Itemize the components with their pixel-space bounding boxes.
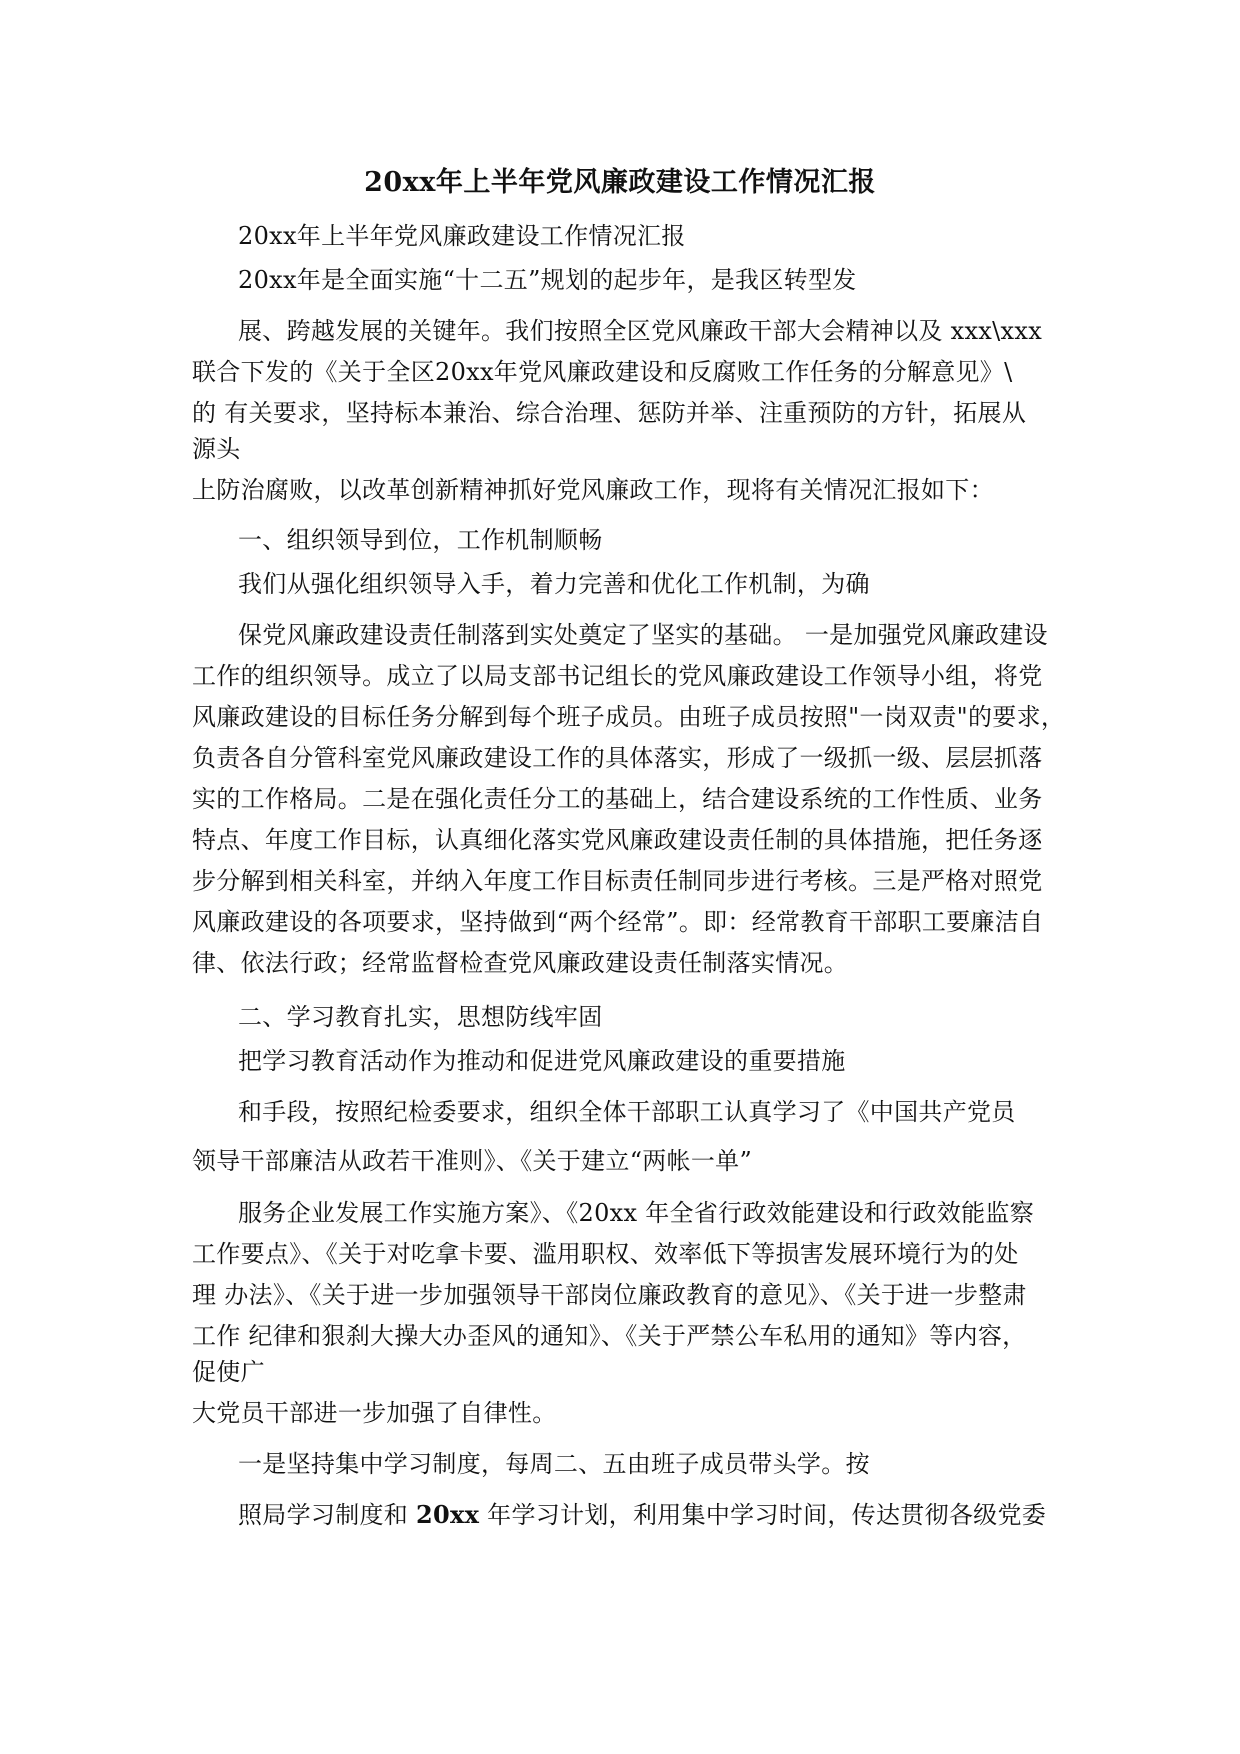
paragraph-line: 理 办法》、《关于进一步加强领导干部岗位廉政教育的意见》、《关于进一步整肃 <box>192 1281 1027 1309</box>
paragraph-line: 20xx年是全面实施“十二五”规划的起步年，是我区转型发 <box>238 266 857 294</box>
text-run: 年学习计划，利用集中学习时间，传达贯彻各级党委 <box>479 1501 1047 1529</box>
paragraph-line: 领导干部廉洁从政若干准则》、《关于建立“两帐一单” <box>192 1147 753 1175</box>
paragraph-line: 风廉政建设的目标任务分解到每个班子成员。由班子成员按照"一岗双责"的要求， <box>192 703 1066 731</box>
paragraph-line: 特点、年度工作目标，认真细化落实党风廉政建设责任制的具体措施，把任务逐 <box>192 826 1043 854</box>
paragraph-line: 工作的组织领导。成立了以局支部书记组长的党风廉政建设工作领导小组，将党 <box>192 662 1043 690</box>
paragraph-line: 保党风廉政建设责任制落到实处奠定了坚实的基础。 一是加强党风廉政建设 <box>238 621 1048 649</box>
section-heading: 二、学习教育扎实，思想防线牢固 <box>238 1003 603 1031</box>
paragraph-line: 一是坚持集中学习制度，每周二、五由班子成员带头学。按 <box>238 1450 870 1478</box>
paragraph-line: 工作要点》、《关于对吃拿卡要、滥用职权、效率低下等损害发展环境行为的处 <box>192 1240 1019 1268</box>
paragraph-line: 服务企业发展工作实施方案》、《20xx 年全省行政效能建设和行政效能监察 <box>238 1199 1035 1227</box>
paragraph-line: 20xx年上半年党风廉政建设工作情况汇报 <box>238 222 686 250</box>
paragraph-line: 我们从强化组织领导入手，着力完善和优化工作机制，为确 <box>238 570 870 598</box>
paragraph-line: 步分解到相关科室，并纳入年度工作目标责任制同步进行考核。三是严格对照党 <box>192 867 1043 895</box>
paragraph-line: 大党员干部进一步加强了自律性。 <box>192 1399 557 1427</box>
paragraph-line <box>238 1497 1046 1533</box>
section-heading: 一、组织领导到位，工作机制顺畅 <box>238 526 603 554</box>
paragraph-line: 源头 <box>192 435 241 463</box>
text-run: 照局学习制度和 <box>238 1501 417 1529</box>
paragraph-line: 工作 纪律和狠刹大操大办歪风的通知》、《关于严禁公车私用的通知》等内容， <box>192 1322 1027 1350</box>
paragraph-line: 上防治腐败，以改革创新精神抓好党风廉政工作，现将有关情况汇报如下： <box>192 476 994 504</box>
paragraph-line: 和手段，按照纪检委要求，组织全体干部职工认真学习了《中国共产党员 <box>238 1098 1016 1126</box>
paragraph-line: 负责各自分管科室党风廉政建设工作的具体落实，形成了一级抓一级、层层抓落 <box>192 744 1043 772</box>
paragraph-line: 把学习教育活动作为推动和促进党风廉政建设的重要措施 <box>238 1047 846 1075</box>
paragraph-line: 促使广 <box>192 1358 265 1386</box>
paragraph-line: 实的工作格局。二是在强化责任分工的基础上，结合建设系统的工作性质、业务 <box>192 785 1043 813</box>
paragraph-line: 风廉政建设的各项要求，坚持做到“两个经常”。即：经常教育干部职工要廉洁自 <box>192 908 1044 936</box>
paragraph-line: 的 有关要求，坚持标本兼治、综合治理、惩防并举、注重预防的方针，拓展从 <box>192 399 1027 427</box>
paragraph-line: 联合下发的《关于全区20xx年党风廉政建设和反腐败工作任务的分解意见》\ <box>192 358 1013 386</box>
document-title: 20xx年上半年党风廉政建设工作情况汇报 <box>364 167 876 198</box>
paragraph-line: 展、跨越发展的关键年。我们按照全区党风廉政干部大会精神以及 xxx\xxx <box>238 317 1043 345</box>
paragraph-line: 律、依法行政；经常监督检查党风廉政建设责任制落实情况。 <box>192 949 849 977</box>
text-run-bold: 20xx <box>416 1500 480 1529</box>
